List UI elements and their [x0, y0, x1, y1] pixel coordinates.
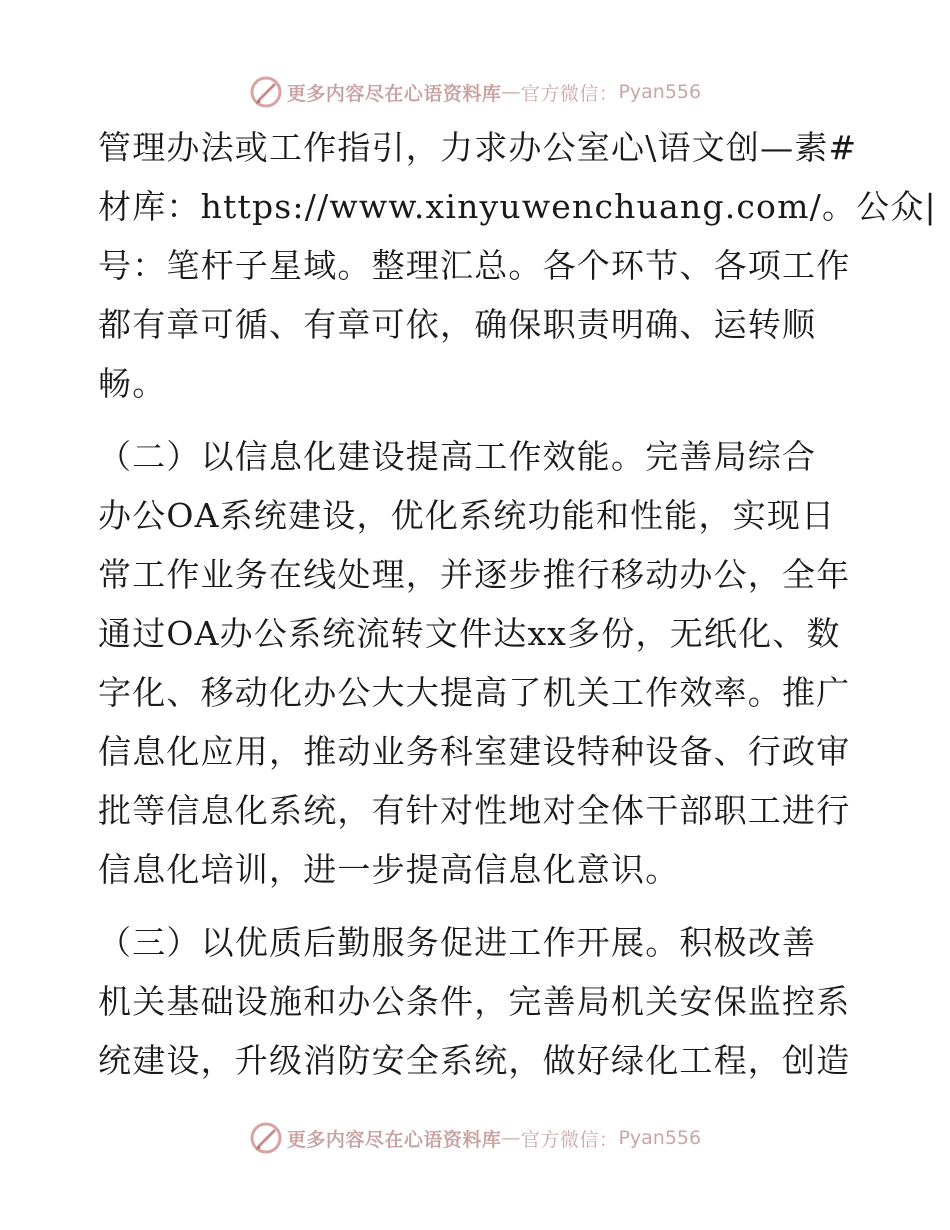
text-line: 信息化培训，进一步提高信息化意识。: [98, 850, 680, 889]
text-line: 批等信息化系统，有针对性地对全体干部职工进行: [98, 791, 851, 830]
brand-logo-icon: [249, 75, 283, 109]
text-line: （二）以信息化建设提高工作效能。完善局综合: [98, 437, 817, 476]
watermark-header: [0, 72, 950, 112]
text-line: 办公OA系统建设，优化系统功能和性能，实现日: [98, 496, 836, 535]
text-line: 通过OA办公系统流转文件达xx多份，无纸化、数: [98, 614, 841, 653]
text-line: 都有章可循、有章可依，确保职责明确、运转顺: [98, 305, 817, 344]
text-line: 字化、移动化办公大大提高了机关工作效率。推广: [98, 673, 851, 712]
text-line: 信息化应用，推动业务科室建设特种设备、行政审: [98, 732, 851, 771]
text-line: 畅。: [98, 364, 167, 403]
watermark-dash: —: [501, 81, 521, 103]
text-line: 管理办法或工作指引，力求办公室心\语文创—素#: [98, 128, 858, 167]
watermark-footer: [0, 1118, 950, 1158]
paragraph-3: [98, 913, 858, 1090]
watermark-wechat-label: 官方微信：: [520, 82, 619, 105]
text-line: 常工作业务在线处理，并逐步推行移动办公，全年: [98, 555, 851, 594]
text-line: 统建设，升级消防安全系统，做好绿化工程，创造: [98, 1041, 851, 1080]
watermark-dash: —: [501, 1127, 521, 1149]
document-body: [98, 118, 937, 1090]
text-line: 号：笔杆子星域。整理汇总。各个环节、各项工作: [98, 246, 851, 285]
watermark-brand: 更多内容尽在心语资料库: [286, 1128, 502, 1151]
text-line: 材库：https://www.xinyuwenchuang.com/。公众|: [98, 187, 937, 226]
watermark-wechat-id: Pyan556: [618, 81, 702, 103]
brand-logo-icon: [249, 1121, 283, 1155]
text-line: （三）以优质后勤服务促进工作开展。积极改善: [98, 923, 817, 962]
paragraph-2: [98, 427, 858, 899]
watermark-wechat-id: Pyan556: [618, 1127, 702, 1149]
paragraph-1: [98, 118, 937, 413]
watermark-brand: 更多内容尽在心语资料库: [286, 82, 502, 105]
watermark-wechat-label: 官方微信：: [520, 1128, 619, 1151]
text-line: 机关基础设施和办公条件，完善局机关安保监控系: [98, 982, 851, 1021]
